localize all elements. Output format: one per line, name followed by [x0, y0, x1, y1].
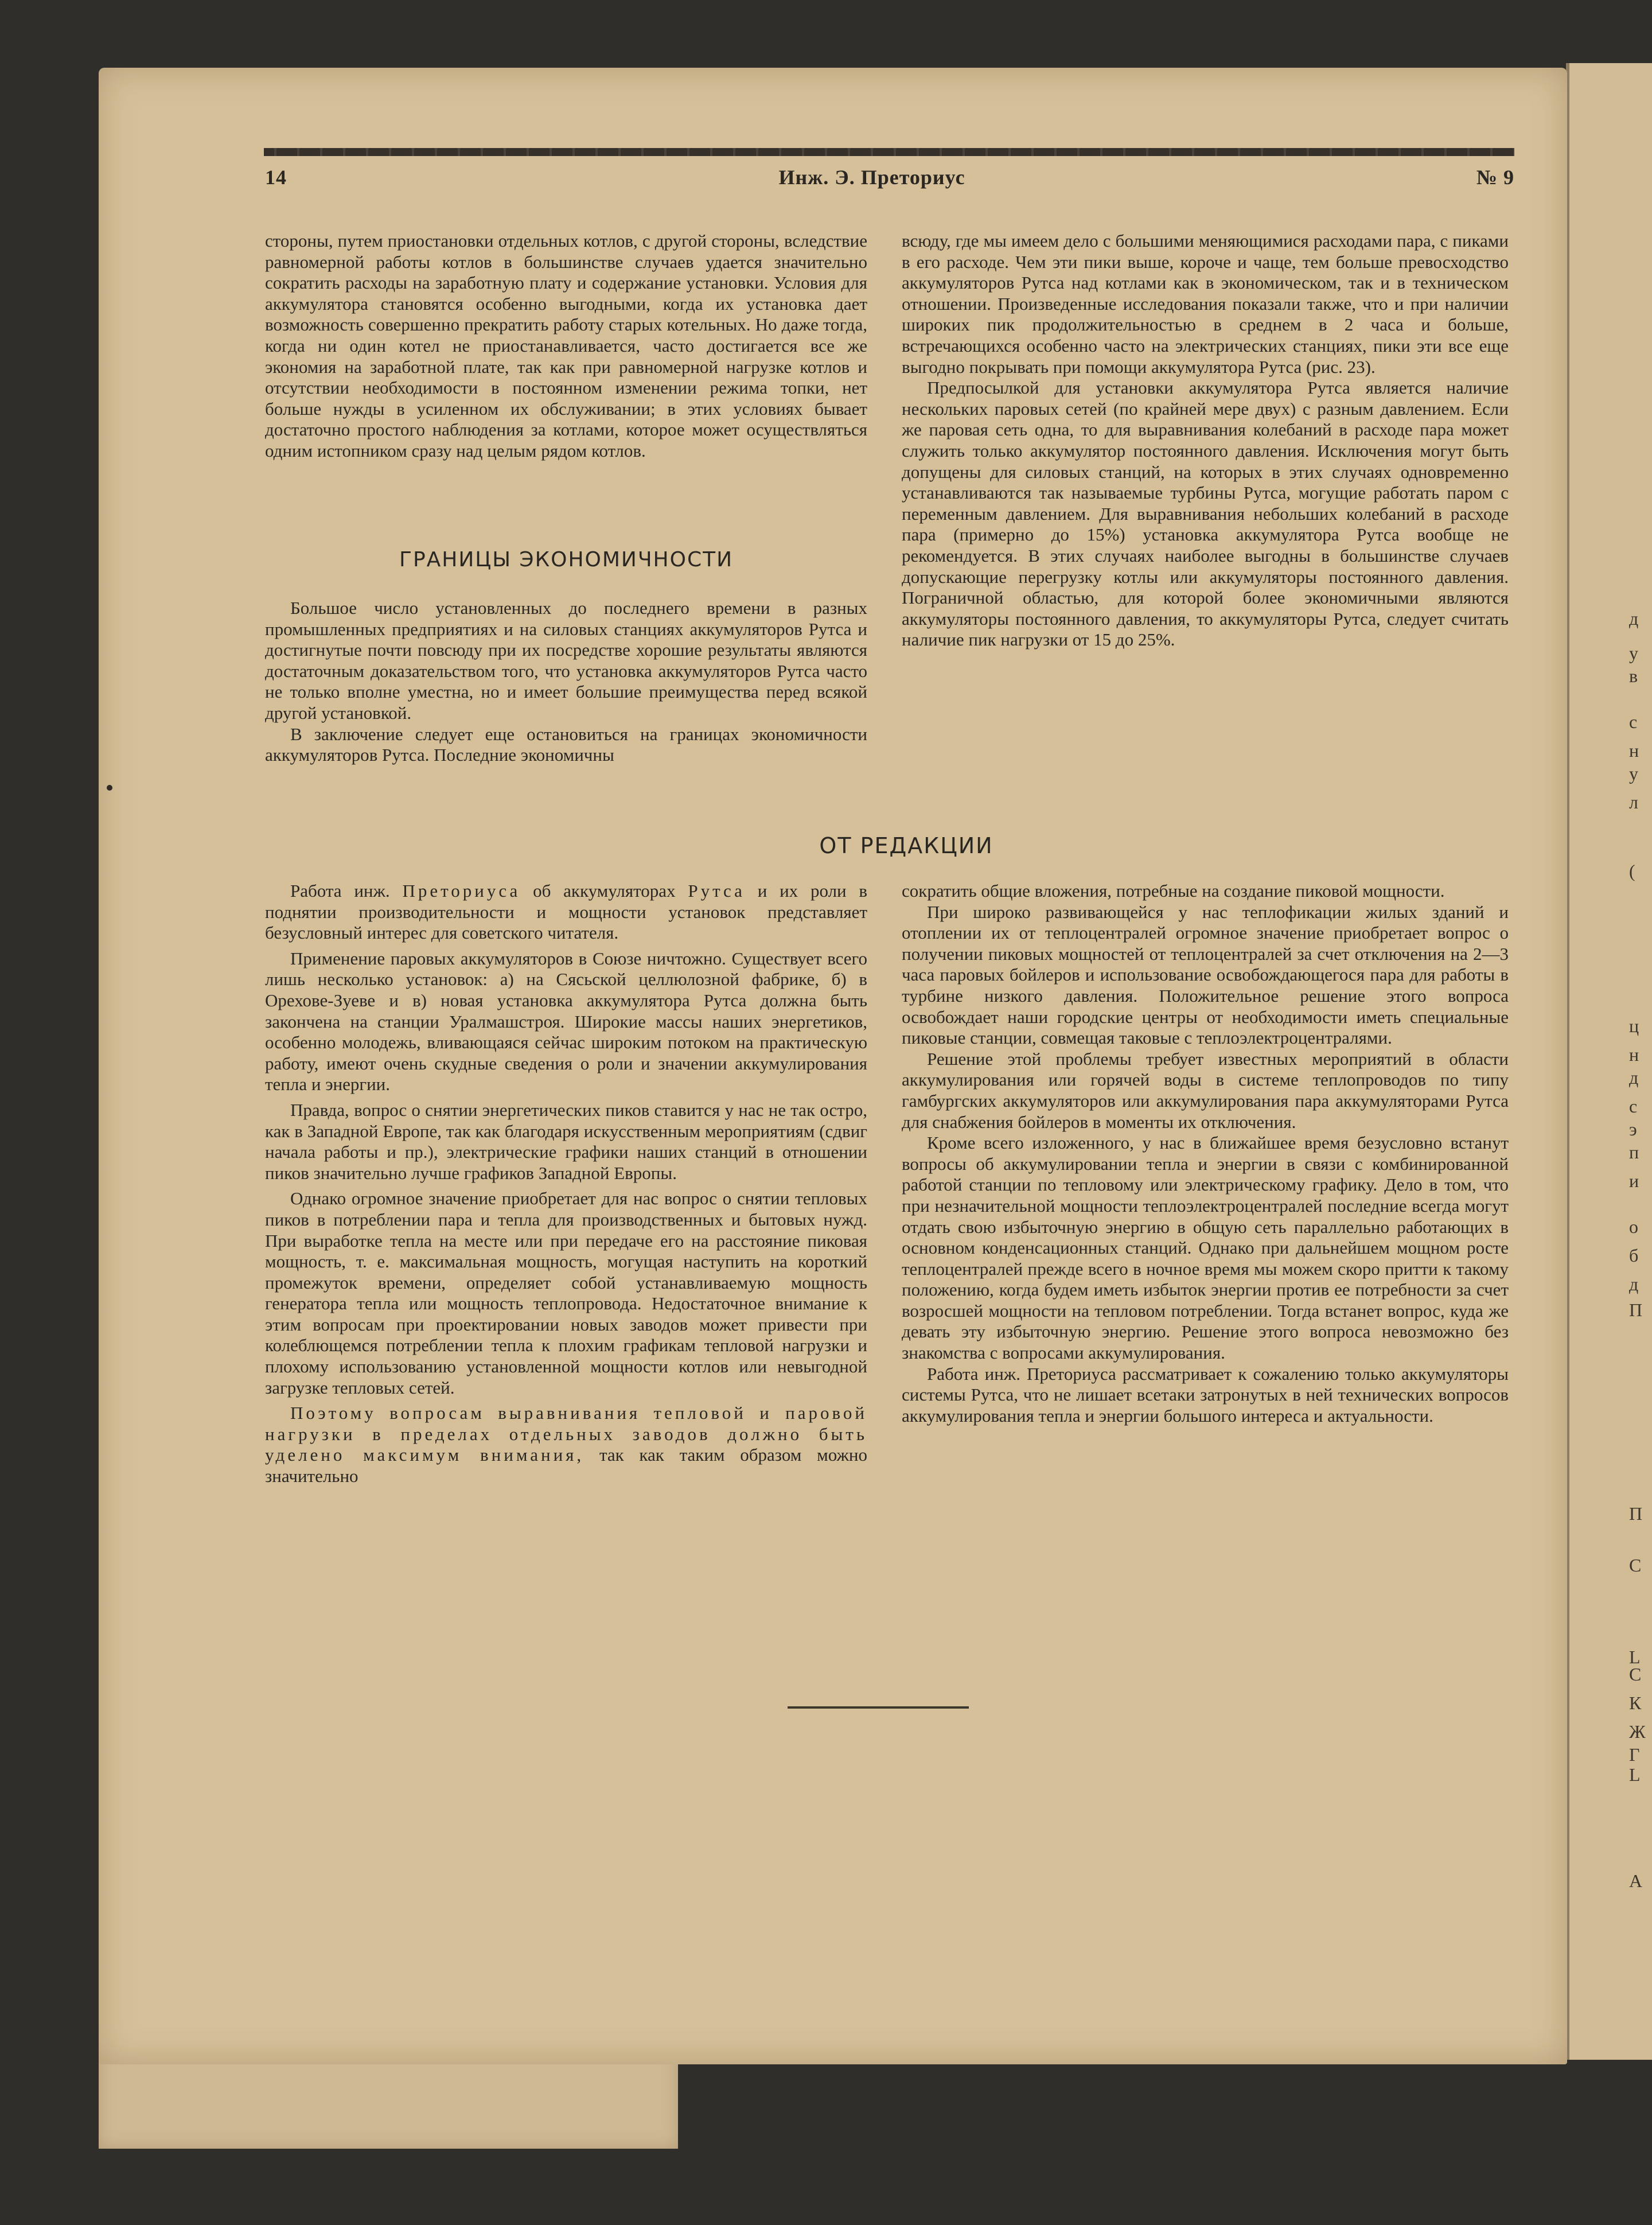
side-fragment-letter: о [1629, 1216, 1638, 1237]
side-fragment-letter: л [1629, 792, 1638, 812]
text-span: и их роли в поднятии производительности и мощности установок представляет безусловный интерес для советского читателя. [265, 881, 868, 943]
side-fragment-letter: э [1629, 1119, 1637, 1139]
side-fragment-letter: Ж [1629, 1721, 1646, 1742]
column-left-section [265, 598, 867, 766]
column-right-editorial [902, 881, 1509, 1426]
ink-speck [107, 785, 112, 791]
side-fragment-letter: С [1629, 1555, 1642, 1576]
side-fragment-letter: н [1629, 1044, 1639, 1065]
text-span-spaced: Рутса [688, 881, 745, 901]
side-fragment-letter: б [1629, 1245, 1639, 1266]
side-fragment-letter: н [1629, 740, 1639, 761]
paragraph: Решение этой проблемы требует известных мероприятий в области аккумулирования или горячей воды в системе теплопроводов по типу гамбургских аккумуляторов или аккумулирования пара аккумуляторами Рутса для снабжения бойлеров в моменты их отключения. [902, 1048, 1509, 1132]
paragraph: При широко развивающейся у нас теплофикации жилых зданий и отоплении их от теплоцентралей огромное значение приобретает вопрос о получении пиковых мощностей от теплоцентралей за счет отключения на 2—3 часа паровых бойлеров и использование освобождающегося пара для работы в турбине низкого давления. Положительное решение этого вопроса освобождает наши городские центры от необходимости иметь специальные пиковые станции, совмещая таковые с теплоэлектроцентралями. [902, 901, 1509, 1048]
text-span-spaced: Преториуса [402, 881, 521, 901]
side-fragment-letter: Г [1629, 1744, 1640, 1765]
paragraph: Применение паровых аккумуляторов в Союзе ничтожно. Существует всего лишь несколько установок: а) на Сясьской целлюлозной фабрике, б) в Орехове-Зуеве и в) новая установка аккумулятора Рутса должна быть закончена на станции Уралмашстроя. Широкие массы наших энергетиков, особенно молодежь, вливающаяся сейчас широким потоком на практическую работу, имеют очень скудные сведения о роли и значении аккумулирования тепла и энергии. [265, 948, 867, 1095]
side-fragment-letter: с [1629, 711, 1638, 732]
side-fragment-letter: П [1629, 1300, 1643, 1320]
side-fragment-letter: д [1629, 1274, 1639, 1294]
paragraph: стороны, путем приостановки отдельных котлов, с другой стороны, вследствие равномерной работы котлов в большинстве случаев удается значительно сократить расходы на заработную плату и содержание установки. Условия для аккумулятора становятся особенно выгодными, когда их установка дает возможность совершенно прекратить работу старых котельных. Но даже тогда, когда ни один котел не приостанавливается, часто достигается все же экономия на заработной плате, так как при равномерной нагрузке котлов и отсутствии необходимости в постоянном изменении режима топки, нет больше нужды в усиленном их обслуживании; в этих условиях бывает достаточно простого наблюдения за котлами, которое может осуществляться одним истопником сразу над целым рядом котлов. [265, 231, 867, 461]
column-right-top [902, 231, 1509, 651]
side-fragment-letter: у [1629, 763, 1638, 784]
side-fragment-letter: у [1629, 643, 1638, 663]
paragraph: всюду, где мы имеем дело с большими меняющимися расходами пара, с пиками в его расходе. Чем эти пики выше, короче и чаще, тем больше превосходство аккумуляторов Рутса над котлами как в экономическом, так и в техническом отношении. Произведенные исследования показали также, что и при наличии широких пик продолжительностью в среднем в 2 часа и больше, встречающихся особенно часто на электрических станциях, пики эти все еще выгодно покрывать при помощи аккумулятора Рутса (рис. 23). [902, 231, 1509, 377]
paragraph: В заключение следует еще остановиться на границах экономичности аккумуляторов Рутса. Последние экономичны [265, 723, 867, 765]
page-number: 14 [265, 166, 287, 189]
side-fragment-letter: с [1629, 1096, 1638, 1117]
closing-rule [788, 1706, 969, 1709]
paragraph [265, 881, 867, 944]
side-fragment-letter: и [1629, 1170, 1639, 1191]
editorial-heading: ОТ РЕДАКЦИИ [819, 833, 993, 858]
paragraph: Правда, вопрос о снятии энергетических пиков ставится у нас не так остро, как в Западной Европе, так как благодаря искусственным мероприятиям (сдвиг начала работы и пр.), электрические графики наших станций в отношении пиков значительно лучше графиков Западной Европы. [265, 1099, 867, 1183]
paragraph: Большое число установленных до последнего времени в разных промышленных предприятиях и на силовых станциях аккумуляторов Рутса и достигнутые почти повсюду при их посредстве хорошие результаты являются достаточным доказательством того, что установка аккумуляторов Рутса часто не только вполне уместна, но и имеет большие преимущества перед всякой другой установкой. [265, 598, 867, 723]
paragraph: Кроме всего изложенного, у нас в ближайшее время безусловно встанут вопросы об аккумулировании тепла и энергии в связи с комбинированной работой станции по тепловому или электрическому графику. Дело в том, что при незначительной мощности теплоэлектроцентралей последние всегда могут отдать свою избыточную энергию в общую сеть параллельно работающих в основном конденсационных станций. Однако при дальнейшем мощном росте теплоцентралей прежде всего в ночное время мы можем скоро притти к такому положению, когда будем иметь избыток энергии против ее потребности за счет возросшей мощности на тепловом потреблении. Тогда встанет вопрос, куда же девать эту избыточную энергию. Решение этого вопроса невозможно без знакомства с вопросами аккумулирования. [902, 1133, 1509, 1363]
header-decorative-rule [264, 148, 1514, 156]
text-span-spaced: Поэтому вопросам выравнивания тепловой и паровой нагрузки в пределах отдельных заводов должно быть уделено максимум внимания, [265, 1403, 867, 1465]
issue-number: № 9 [1476, 166, 1514, 189]
paragraph [265, 1403, 867, 1487]
side-fragment-letter: ц [1629, 1016, 1639, 1036]
side-fragment-letter: L [1629, 1647, 1641, 1667]
side-fragment-letter: А [1629, 1870, 1643, 1891]
side-fragment-letter: д [1629, 608, 1639, 629]
text-span: Работа инж. [290, 881, 390, 901]
side-fragment-letter: К [1629, 1693, 1642, 1713]
side-fragment-letter: в [1629, 666, 1638, 686]
paragraph: Однако огромное значение приобретает для нас вопрос о снятии тепловых пиков в потреблении пара и тепла для производственных и бытовых нужд. При выработке тепла на месте или при передаче его на расстояние пиковая мощность, т. е. максимальная мощность, могущая наступить на короткий промежуток времени, определяет собой устанавливаемую мощность генератора тепла или мощность теплопровода. Недостаточное внимание к этим вопросам при проектировании новых заводов может привести при колеблющемся потреблении тепла к плохим графикам тепловой нагрузки и плохому использованию установленной мощности котлов или невыгодной загрузке тепловых сетей. [265, 1188, 867, 1398]
paragraph: Работа инж. Преториуса рассматривает к сожалению только аккумуляторы системы Рутса, что не лишает всетаки затронутых в ней технических вопросов аккумулирования тепла и энергии большого интереса и актуальности. [902, 1363, 1509, 1426]
side-fragment-letter: П [1629, 1503, 1643, 1524]
side-fragment-letter: п [1629, 1142, 1639, 1162]
text-span: об аккумуляторах [533, 881, 676, 901]
side-fragment-letter: L [1629, 1764, 1641, 1785]
paragraph: Предпосылкой для установки аккумулятора Рутса является наличие нескольких паровых сетей (по крайней мере двух) с разным давлением. Если же паровая сеть одна, то для выравнивания колебаний в расходе пара может служить только аккумулятор постоянного давления. Исключения могут быть допущены для силовых станций, на которых в этих случаях одновременно устанавливаются так называемые турбины Рутса, могущие работать паром с переменным давлением. Для выравнивания небольших колебаний в расходе пара (примерно до 15%) установка аккумулятора Рутса вообще не рекомендуется. В этих случаях наиболее выгодны в большинстве случаев допускающие перегрузку котлы или аккумуляторы постоянного давления. Пограничной областью, для которой более экономичными являются аккумуляторы постоянного давления, то аккумуляторы Рутса, следует считать наличие пик нагрузки от 15 до 25%. [902, 378, 1509, 650]
running-title: Инж. Э. Преториус [778, 166, 965, 189]
text-span: так как таким образом можно значительно [265, 1445, 867, 1487]
side-fragment-letter: д [1629, 1067, 1639, 1088]
paragraph: сократить общие вложения, потребные на создание пиковой мощности. [902, 881, 1445, 901]
column-left-editorial [265, 881, 867, 1487]
section-heading: ГРАНИЦЫ ЭКОНОМИЧНОСТИ [399, 548, 734, 571]
side-fragment-letter: ( [1629, 861, 1635, 881]
side-fragment-letter: С [1629, 1664, 1642, 1685]
column-left-top [265, 231, 867, 462]
